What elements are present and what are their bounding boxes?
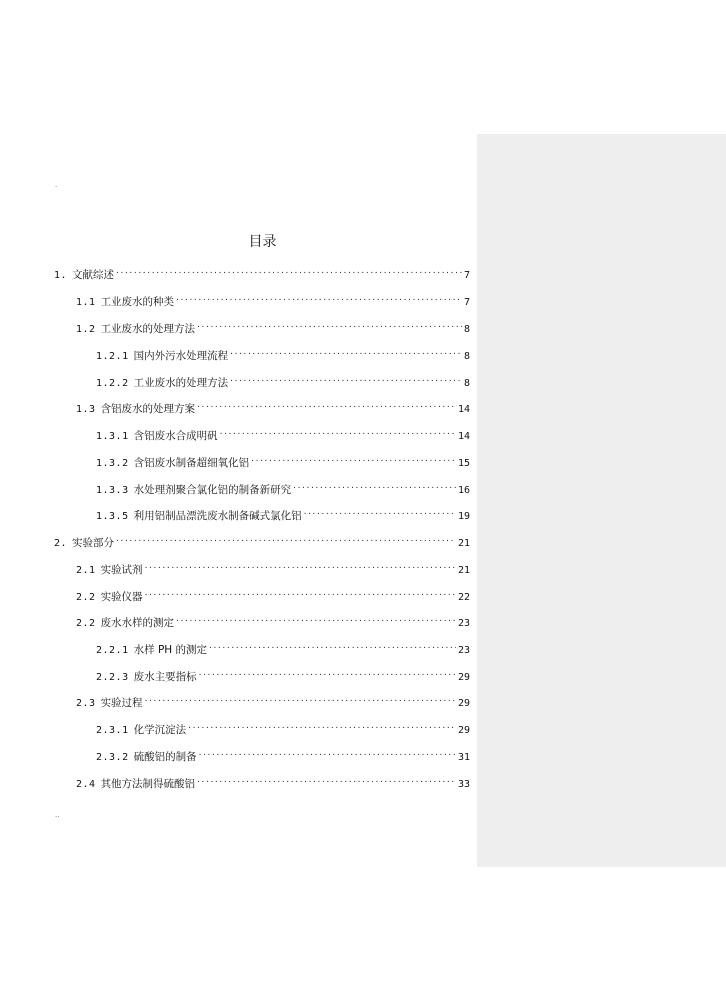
toc-entry-number: 2.2 (76, 618, 96, 629)
toc-dot-leader (230, 343, 462, 359)
toc-entry[interactable] (96, 343, 470, 362)
toc-entry[interactable] (96, 423, 470, 442)
toc-entry-number: 2.3 (76, 698, 96, 709)
toc-entry[interactable] (76, 690, 470, 709)
toc-entry-text: 含铝废水的处理方案 (100, 403, 196, 415)
toc-dot-leader (145, 584, 456, 600)
toc-dot-leader (199, 744, 456, 760)
toc-entry-number: 1.2.1 (96, 351, 129, 362)
toc-entry-number: 2. (54, 538, 68, 549)
toc-entry-page: 29 (457, 672, 470, 683)
toc-entry-text: 工业废水的处理方法 (100, 323, 196, 335)
toc-entry-text: 工业废水的种类 (100, 296, 175, 308)
toc-entry-text: 国内外污水处理流程 (133, 350, 229, 362)
paragraph-mark: · (55, 183, 58, 191)
toc-entry-text: 硫酸铝的制备 (133, 751, 197, 763)
toc-entry-number: 1.3 (76, 404, 96, 415)
toc-entry[interactable] (76, 396, 470, 415)
toc-dot-leader (197, 316, 462, 332)
toc-entry-page: 14 (457, 431, 470, 442)
toc-entry-text: 利用铝制品漂洗废水制备碱式氯化铝 (133, 510, 302, 522)
toc-entry-page: 7 (463, 297, 470, 308)
toc-dot-leader (209, 637, 456, 653)
toc-entry-text: 含铝废水制备超细氧化铝 (133, 457, 250, 469)
toc-entry-page: 15 (457, 458, 470, 469)
toc-entry-page: 16 (457, 485, 470, 496)
toc-entry-text: 实验部分 (72, 537, 115, 549)
toc-entry-number: 1.3.1 (96, 431, 129, 442)
toc-entry-text: 废水主要指标 (133, 671, 197, 683)
toc-dot-leader (199, 664, 456, 680)
toc-dot-leader (230, 370, 462, 386)
toc-entry[interactable] (96, 744, 470, 763)
toc-dot-leader (220, 423, 456, 439)
toc-dot-leader (116, 262, 462, 278)
toc-dot-leader (145, 690, 456, 706)
toc-entry-page: 33 (457, 779, 470, 790)
comment-pane (477, 134, 726, 867)
toc-entry-number: 1.3.2 (96, 458, 129, 469)
toc-dot-leader (304, 503, 456, 519)
toc-entry[interactable] (76, 316, 470, 335)
toc-entry-number: 1.2.2 (96, 378, 129, 389)
toc-entry[interactable] (96, 477, 470, 496)
toc-dot-leader (197, 771, 456, 787)
toc-entry-page: 8 (463, 324, 470, 335)
toc-entry-number: 1.2 (76, 324, 96, 335)
toc-dot-leader (197, 396, 456, 412)
toc-title: 目录 (248, 234, 277, 250)
toc-dot-leader (145, 557, 456, 573)
toc-entry-page: 8 (463, 351, 470, 362)
toc-entry-text: 实验过程 (100, 697, 143, 709)
toc-entry-page: 31 (457, 752, 470, 763)
toc-entry-number: 1. (54, 270, 68, 281)
toc-entry[interactable] (96, 637, 470, 656)
toc-entry-page: 22 (457, 592, 470, 603)
toc-entry[interactable] (76, 584, 470, 603)
toc-entry-text: 实验试剂 (100, 564, 143, 576)
toc-entry-text: 化学沉淀法 (133, 724, 187, 736)
toc-entry-text: 工业废水的处理方法 (133, 377, 229, 389)
end-paragraph-mark: .. (55, 811, 60, 819)
toc-entry[interactable] (96, 664, 470, 683)
toc-entry[interactable] (96, 450, 470, 469)
toc-entry-number: 2.2 (76, 592, 96, 603)
toc-entry-number: 1.3.5 (96, 511, 129, 522)
toc-entry-page: 21 (457, 538, 470, 549)
toc-entry-page: 19 (457, 511, 470, 522)
toc-entry-text: 水处理剂聚合氯化铝的制备新研究 (133, 484, 292, 496)
toc-entry-text: 含铝废水合成明矾 (133, 430, 218, 442)
toc-entry-page: 23 (457, 618, 470, 629)
toc-entry-number: 2.2.1 (96, 645, 129, 656)
toc-entry[interactable] (54, 530, 470, 549)
toc-entry[interactable] (96, 503, 470, 522)
toc-entry[interactable] (76, 610, 470, 629)
toc-entry[interactable] (96, 717, 470, 736)
toc-entry[interactable] (76, 771, 470, 790)
toc-entry-page: 29 (457, 725, 470, 736)
toc-dot-leader (251, 450, 456, 466)
toc-entry-text: 废水水样的测定 (100, 617, 175, 629)
toc-entry-number: 2.3.2 (96, 752, 129, 763)
toc-entry-page: 7 (463, 270, 470, 281)
toc-entry-page: 8 (463, 378, 470, 389)
toc-dot-leader (293, 477, 456, 493)
toc-entry-page: 21 (457, 565, 470, 576)
toc-entry-text: 实验仪器 (100, 591, 143, 603)
toc-dot-leader (176, 610, 456, 626)
toc-entry[interactable] (54, 262, 470, 281)
toc-entry-text: 其他方法制得硫酸铝 (100, 778, 196, 790)
toc-entry-page: 29 (457, 698, 470, 709)
toc-entry-number: 2.2.3 (96, 672, 129, 683)
toc-dot-leader (188, 717, 456, 733)
toc-entry-page: 23 (457, 645, 470, 656)
toc-dot-leader (116, 530, 456, 546)
toc-entry-number: 2.3.1 (96, 725, 129, 736)
toc-entry-number: 2.4 (76, 779, 96, 790)
toc-entry-number: 1.1 (76, 297, 96, 308)
toc-entry-page: 14 (457, 404, 470, 415)
toc-entry-number: 1.3.3 (96, 485, 129, 496)
toc-entry[interactable] (76, 289, 470, 308)
toc-entry-text: 水样 PH 的测定 (133, 644, 208, 656)
toc-entry-text: 文献综述 (72, 269, 115, 281)
toc-entry-number: 2.1 (76, 565, 96, 576)
toc-entry[interactable] (76, 557, 470, 576)
toc-entry[interactable] (96, 370, 470, 389)
toc-dot-leader (176, 289, 462, 305)
